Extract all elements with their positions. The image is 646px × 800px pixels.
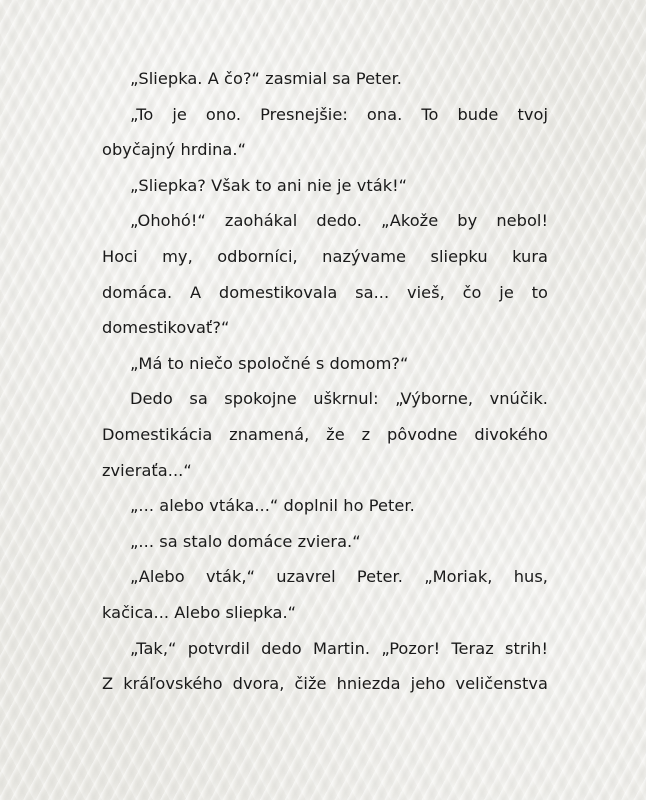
story-text [102,61,548,702]
text-line: „Sliepka. A čo?“ zasmial sa Peter. [130,69,402,88]
text-line: „Tak,“ potvrdil dedo Martin. „Pozor! Teraz strih! [130,638,548,658]
text-line: Z kráľovského dvora, čiže hniezda jeho veličenstva [102,674,548,694]
text-line: „... sa stalo domáce zviera.“ [130,531,361,551]
text-line: kačica... Alebo sliepka.“ [102,602,297,622]
text-line: Domestikácia znamená, že z pôvodne divokého [102,424,548,444]
text-line: „Má to niečo spoločné s domom?“ [130,353,409,373]
text-line: „To je ono. Presnejšie: ona. To bude tvoj [130,104,548,124]
text-line: domestikovať?“ [102,318,230,338]
text-line: „Ohohó!“ zaohákal dedo. „Akože by nebol! [130,211,548,231]
text-line: „Alebo vták,“ uzavrel Peter. „Moriak, hus, [130,567,548,587]
text-line: Dedo sa spokojne uškrnul: „Výborne, vnúčik. [130,389,548,409]
text-line: obyčajný hrdina.“ [102,140,247,160]
text-line: domáca. A domestikovala sa... vieš, čo je to [102,282,548,302]
text-line: „Sliepka? Však to ani nie je vták!“ [130,175,408,195]
text-line: Hoci my, odborníci, nazývame sliepku kura [102,246,548,266]
text-line: „... alebo vtáka...“ doplnil ho Peter. [130,496,415,516]
text-line: zvieraťa...“ [102,460,192,480]
